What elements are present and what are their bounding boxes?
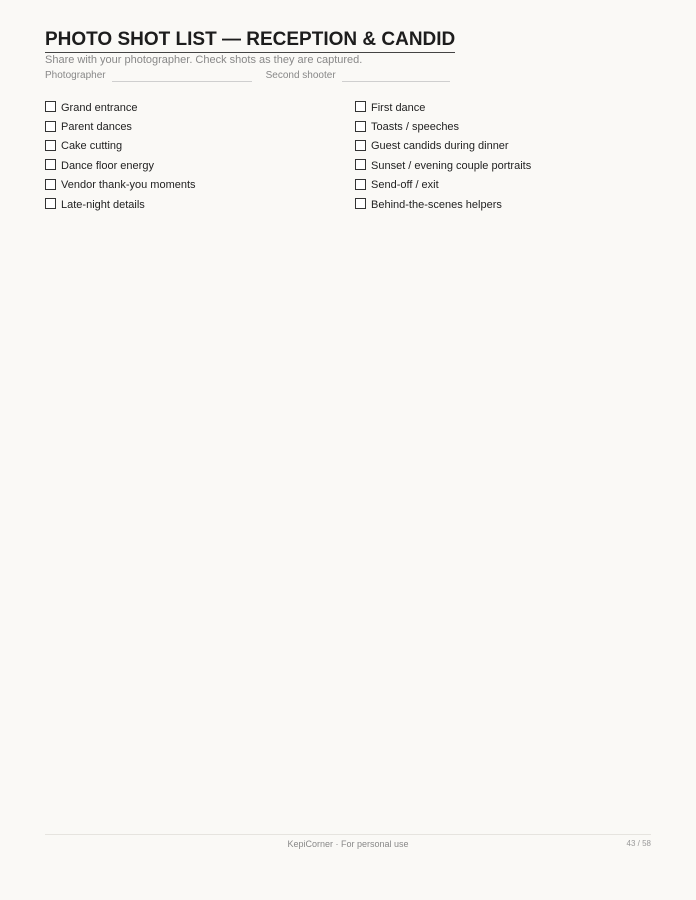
shot-list-left-column: [45, 97, 196, 213]
page-subtitle: Share with your photographer. Check shots as they are captured.: [45, 54, 363, 66]
shot-label: Parent dances: [61, 121, 132, 134]
checkbox[interactable]: [355, 179, 366, 190]
checkbox[interactable]: [355, 140, 366, 151]
checkbox[interactable]: [45, 140, 56, 151]
shot-item[interactable]: [45, 97, 196, 116]
shot-item[interactable]: [355, 155, 531, 174]
shot-item[interactable]: [45, 194, 196, 213]
shot-label: Grand entrance: [61, 101, 138, 114]
second-shooter-label: Second shooter: [265, 70, 336, 81]
shot-item[interactable]: [355, 175, 531, 194]
photographer-label: Photographer: [45, 70, 106, 81]
page-number: 43 / 58: [626, 839, 651, 848]
checkbox[interactable]: [45, 198, 56, 209]
checkbox[interactable]: [45, 159, 56, 170]
shot-item[interactable]: [355, 97, 531, 116]
signature-fields: [45, 70, 450, 82]
photographer-line: [112, 71, 252, 82]
page-title: PHOTO SHOT LIST — RECEPTION & CANDID: [45, 29, 455, 53]
document-page: [45, 0, 651, 900]
checkbox[interactable]: [355, 101, 366, 112]
shot-item[interactable]: [45, 116, 196, 135]
shot-item[interactable]: [45, 175, 196, 194]
checkbox[interactable]: [45, 101, 56, 112]
shot-label: Send-off / exit: [371, 179, 439, 192]
footer-brand: KepiCorner · For personal use: [287, 839, 409, 849]
shot-label: Late-night details: [61, 198, 145, 211]
shot-item[interactable]: [355, 194, 531, 213]
shot-label: Dance floor energy: [61, 159, 154, 172]
shot-item[interactable]: [355, 136, 531, 155]
checkbox[interactable]: [45, 179, 56, 190]
shot-item[interactable]: [45, 136, 196, 155]
shot-label: Behind-the-scenes helpers: [371, 198, 502, 211]
shot-label: Guest candids during dinner: [371, 140, 509, 153]
shot-item[interactable]: [355, 116, 531, 135]
shot-label: Cake cutting: [61, 140, 123, 153]
shot-list-right-column: [355, 97, 531, 213]
checkbox[interactable]: [355, 198, 366, 209]
shot-item[interactable]: [45, 155, 196, 174]
shot-label: Toasts / speeches: [371, 121, 460, 134]
shot-label: Sunset / evening couple portraits: [371, 159, 532, 172]
checkbox[interactable]: [355, 159, 366, 170]
shot-label: First dance: [371, 101, 426, 114]
footer-divider: [45, 834, 651, 835]
checkbox[interactable]: [45, 121, 56, 132]
second-shooter-line: [342, 71, 450, 82]
checkbox[interactable]: [355, 121, 366, 132]
shot-label: Vendor thank-you moments: [61, 179, 196, 192]
